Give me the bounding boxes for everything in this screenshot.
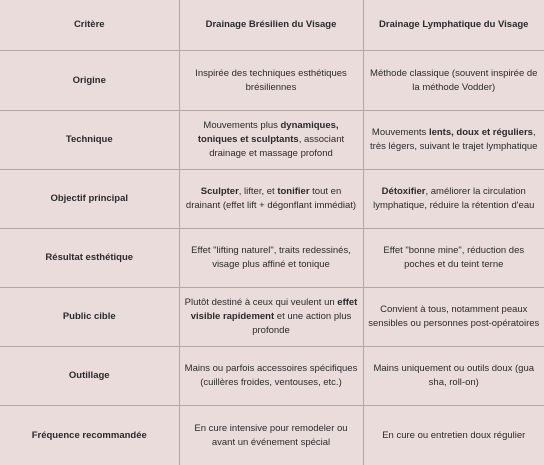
text: Mouvements	[371, 126, 429, 138]
text: Plutôt destiné à ceux qui veulent un	[184, 297, 338, 309]
text: Mains ou parfois accessoires spécifiques (cuillères froides, ventouses, etc.)	[184, 363, 358, 389]
header-row	[0, 0, 544, 51]
table-row	[0, 110, 544, 169]
criterion-cell: Technique	[0, 110, 179, 169]
criterion-cell: Objectif principal	[0, 169, 179, 228]
table-row	[0, 347, 544, 406]
text: Convient à tous, notamment peaux sensibles ou personnes post-opératoires	[368, 304, 540, 330]
bresilien-cell	[179, 169, 363, 228]
table-row	[0, 51, 544, 110]
table-row	[0, 169, 544, 228]
text: tout en drainant (effet lift + dégonflant immédiat)	[185, 186, 357, 211]
text: , améliorer la circulation lymphatique, réduire la rétention d'eau	[373, 186, 535, 211]
bresilien-cell	[179, 51, 363, 110]
text: Mains uniquement ou outils doux (gua sha, roll-on)	[373, 363, 535, 389]
bresilien-cell	[179, 110, 363, 169]
text: Méthode classique (souvent inspirée de la méthode Vodder)	[370, 67, 538, 93]
table-row	[0, 228, 544, 287]
lymphatique-cell	[363, 288, 544, 347]
lymphatique-cell	[363, 110, 544, 169]
criterion-cell: Fréquence recommandée	[0, 406, 179, 465]
criterion-cell: Résultat esthétique	[0, 228, 179, 287]
criterion-cell: Origine	[0, 51, 179, 110]
bresilien-cell	[179, 288, 363, 347]
bold-text: lents, doux et réguliers	[428, 126, 533, 138]
bresilien-cell	[179, 406, 363, 465]
text: Mouvements plus	[203, 120, 281, 132]
text: En cure ou entretien doux régulier	[382, 429, 526, 441]
criterion-cell: Outillage	[0, 347, 179, 406]
table-row	[0, 288, 544, 347]
bold-text: Détoxifier	[381, 186, 426, 198]
criterion-cell: Public cible	[0, 288, 179, 347]
table-row	[0, 406, 544, 465]
text: Effet "lifting naturel", traits redessinés, visage plus affiné et tonique	[191, 245, 351, 270]
text: Effet "bonne mine", réduction des poches et du teint terne	[383, 245, 525, 270]
lymphatique-cell	[363, 347, 544, 406]
text: , associant drainage et massage profond	[209, 133, 345, 159]
header-critere: Critère	[0, 0, 179, 51]
text: En cure intensive pour remodeler ou avant un événement spécial	[194, 422, 348, 448]
bresilien-cell	[179, 347, 363, 406]
lymphatique-cell	[363, 406, 544, 465]
bold-text: tonifier	[277, 186, 310, 198]
header-drainage-lymphatique: Drainage Lymphatique du Visage	[363, 0, 544, 51]
bold-text: dynamiques, toniques et sculptants	[197, 120, 339, 145]
bresilien-cell	[179, 228, 363, 287]
text: Inspirée des techniques esthétiques brésiliennes	[195, 67, 347, 93]
text: , lifter, et	[238, 186, 278, 198]
bold-text: Sculpter	[200, 186, 239, 198]
text: et une action plus profonde	[252, 311, 352, 336]
lymphatique-cell	[363, 51, 544, 110]
header-drainage-bresilien: Drainage Brésilien du Visage	[179, 0, 363, 51]
bold-text: effet visible rapidement	[190, 297, 358, 323]
text: , très légers, suivant le trajet lymphatique	[370, 126, 538, 152]
lymphatique-cell	[363, 228, 544, 287]
lymphatique-cell	[363, 169, 544, 228]
